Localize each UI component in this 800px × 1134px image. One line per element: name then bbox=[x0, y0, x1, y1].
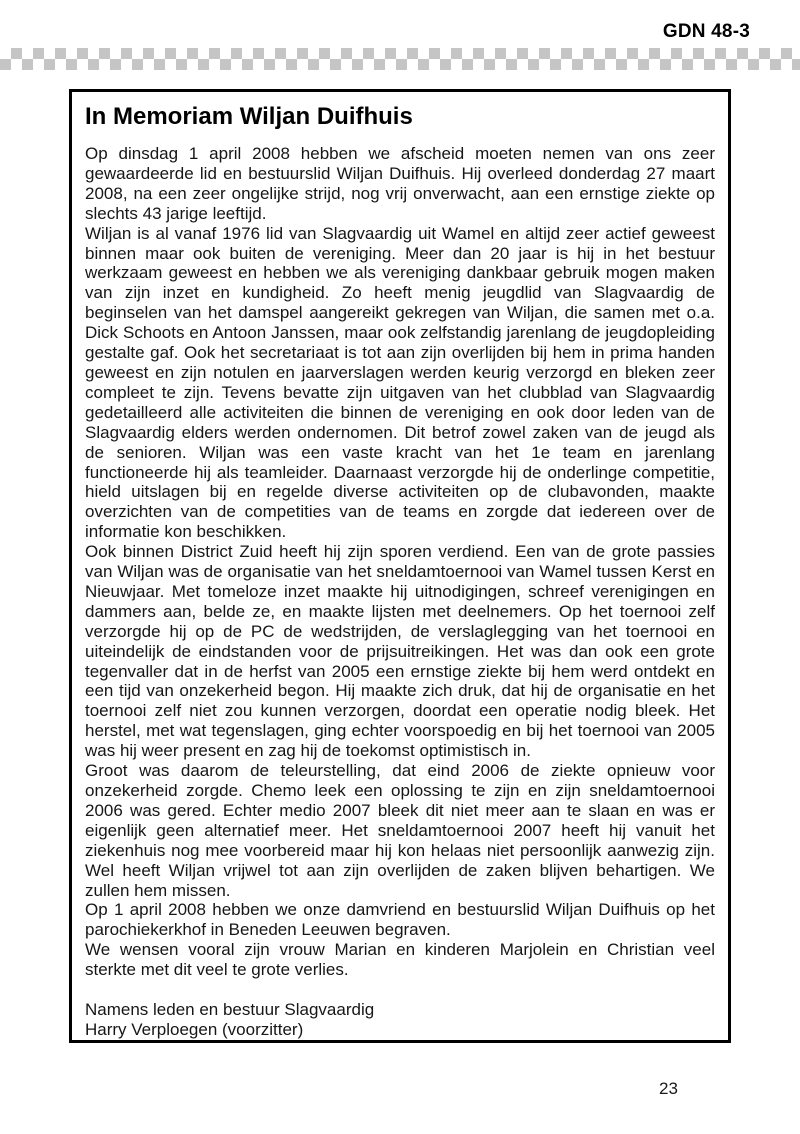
article-paragraph-2: Wiljan is al vanaf 1976 lid van Slagvaardig uit Wamel en altijd zeer actief geweest binnen maar ook buiten de vereniging. Meer dan 20 jaar is hij in het bestuur werkzaam geweest en hebben we als vereniging dankbaar gebruik mogen maken van zijn inzet en kundigheid. Zo heeft menig jeugdlid van Slagvaardig de beginselen van het damspel aangereikt gekregen van Wiljan, die samen met o.a. Dick Schoots en Antoon Janssen, maar ook zelfstandig jarenlang de jeugdopleiding gestalte gaf. Ook het secretariaat is tot aan zijn overlijden bij hem in prima handen geweest en zijn notulen en jaarverslagen werden keurig verzorgd en bleken zeer compleet te zijn. Tevens bevatte zijn uitgaven van het clubblad van Slagvaardig gedetailleerd alle activiteiten die binnen de vereniging en ook door leden van de Slagvaardig elders werden ondernomen. Dit betrof zowel zaken van de jeugd als de senioren. Wiljan was een vaste kracht van het 1e team en jarenlang functioneerde hij als teamleider. Daarnaast verzorgde hij de onderlinge competitie, hield uitslagen bij en regelde diverse activiteiten op de clubavonden, maakte overzichten van de competities van de teams en zorgde dat iedereen over de informatie kon beschikken. bbox=[85, 223, 715, 542]
article-paragraph-4: Groot was daarom de teleurstelling, dat eind 2006 de ziekte opnieuw voor onzekerheid zorgde. Chemo leek een oplossing te zijn en zijn sneldamtoernooi 2006 was gered. Echter medio 2007 bleek dit niet meer aan te slaan en was er eigenlijk geen alternatief meer. Het sneldamtoernooi 2007 heeft hij vanuit het ziekenhuis nog mee voorbereid maar hij kon helaas niet persoonlijk aanwezig zijn. Wel heeft Wiljan vrijwel tot aan zijn overlijden de zaken blijven behartigen. We zullen hem missen. bbox=[85, 761, 715, 900]
article-paragraph-5: Op 1 april 2008 hebben we onze damvriend en bestuurslid Wiljan Duifhuis op het parochiekerkhof in Beneden Leeuwen begraven. bbox=[85, 900, 715, 940]
article-paragraph-3: Ook binnen District Zuid heeft hij zijn sporen verdiend. Een van de grote passies van Wiljan was de organisatie van het sneldamtoernooi van Wamel tussen Kerst en Nieuwjaar. Met tomeloze inzet maakte hij uitnodigingen, schreef verenigingen en dammers aan, belde ze, en maakte lijsten met deelnemers. Op het toernooi zelf verzorgde hij op de PC de wedstrijden, de verslaglegging van het toernooi en uiteindelijk de eindstanden voor de prijsuitreikingen. Het was dan ook een grote tegenvaller dat in de herfst van 2005 een ernstige ziekte bij hem werd ontdekt en een tijd van onzekerheid begon. Hij maakte zich druk, dat hij de organisatie en het toernooi zelf niet zou kunnen verzorgen, doordat een operatie nodig bleek. Het herstel, met wat tegenslagen, ging echter voorspoedig en bij het toernooi van 2005 was hij weer present en zag hij de toekomst optimistisch in. bbox=[85, 542, 715, 761]
signature-block bbox=[85, 1000, 715, 1040]
checkered-divider bbox=[0, 48, 800, 70]
memoriam-article bbox=[69, 89, 731, 1043]
article-title: In Memoriam Wiljan Duifhuis bbox=[85, 103, 413, 130]
signature-line-2: Harry Verploegen (voorzitter) bbox=[85, 1019, 304, 1039]
page-number: 23 bbox=[659, 1079, 678, 1098]
article-paragraph-1: Op dinsdag 1 april 2008 hebben we afscheid moeten nemen van ons zeer gewaardeerde lid en bestuurslid Wiljan Duifhuis. Hij overleed donderdag 27 maart 2008, na een zeer ongelijke strijd, nog vrij onverwacht, aan een ernstige ziekte op slechts 43 jarige leeftijd. bbox=[85, 144, 715, 223]
issue-label: GDN 48-3 bbox=[662, 21, 750, 42]
signature-line-1: Namens leden en bestuur Slagvaardig bbox=[85, 1000, 375, 1020]
article-paragraph-6: We wensen vooral zijn vrouw Marian en kinderen Marjolein en Christian veel sterkte met dit veel te grote verlies. bbox=[85, 940, 715, 980]
